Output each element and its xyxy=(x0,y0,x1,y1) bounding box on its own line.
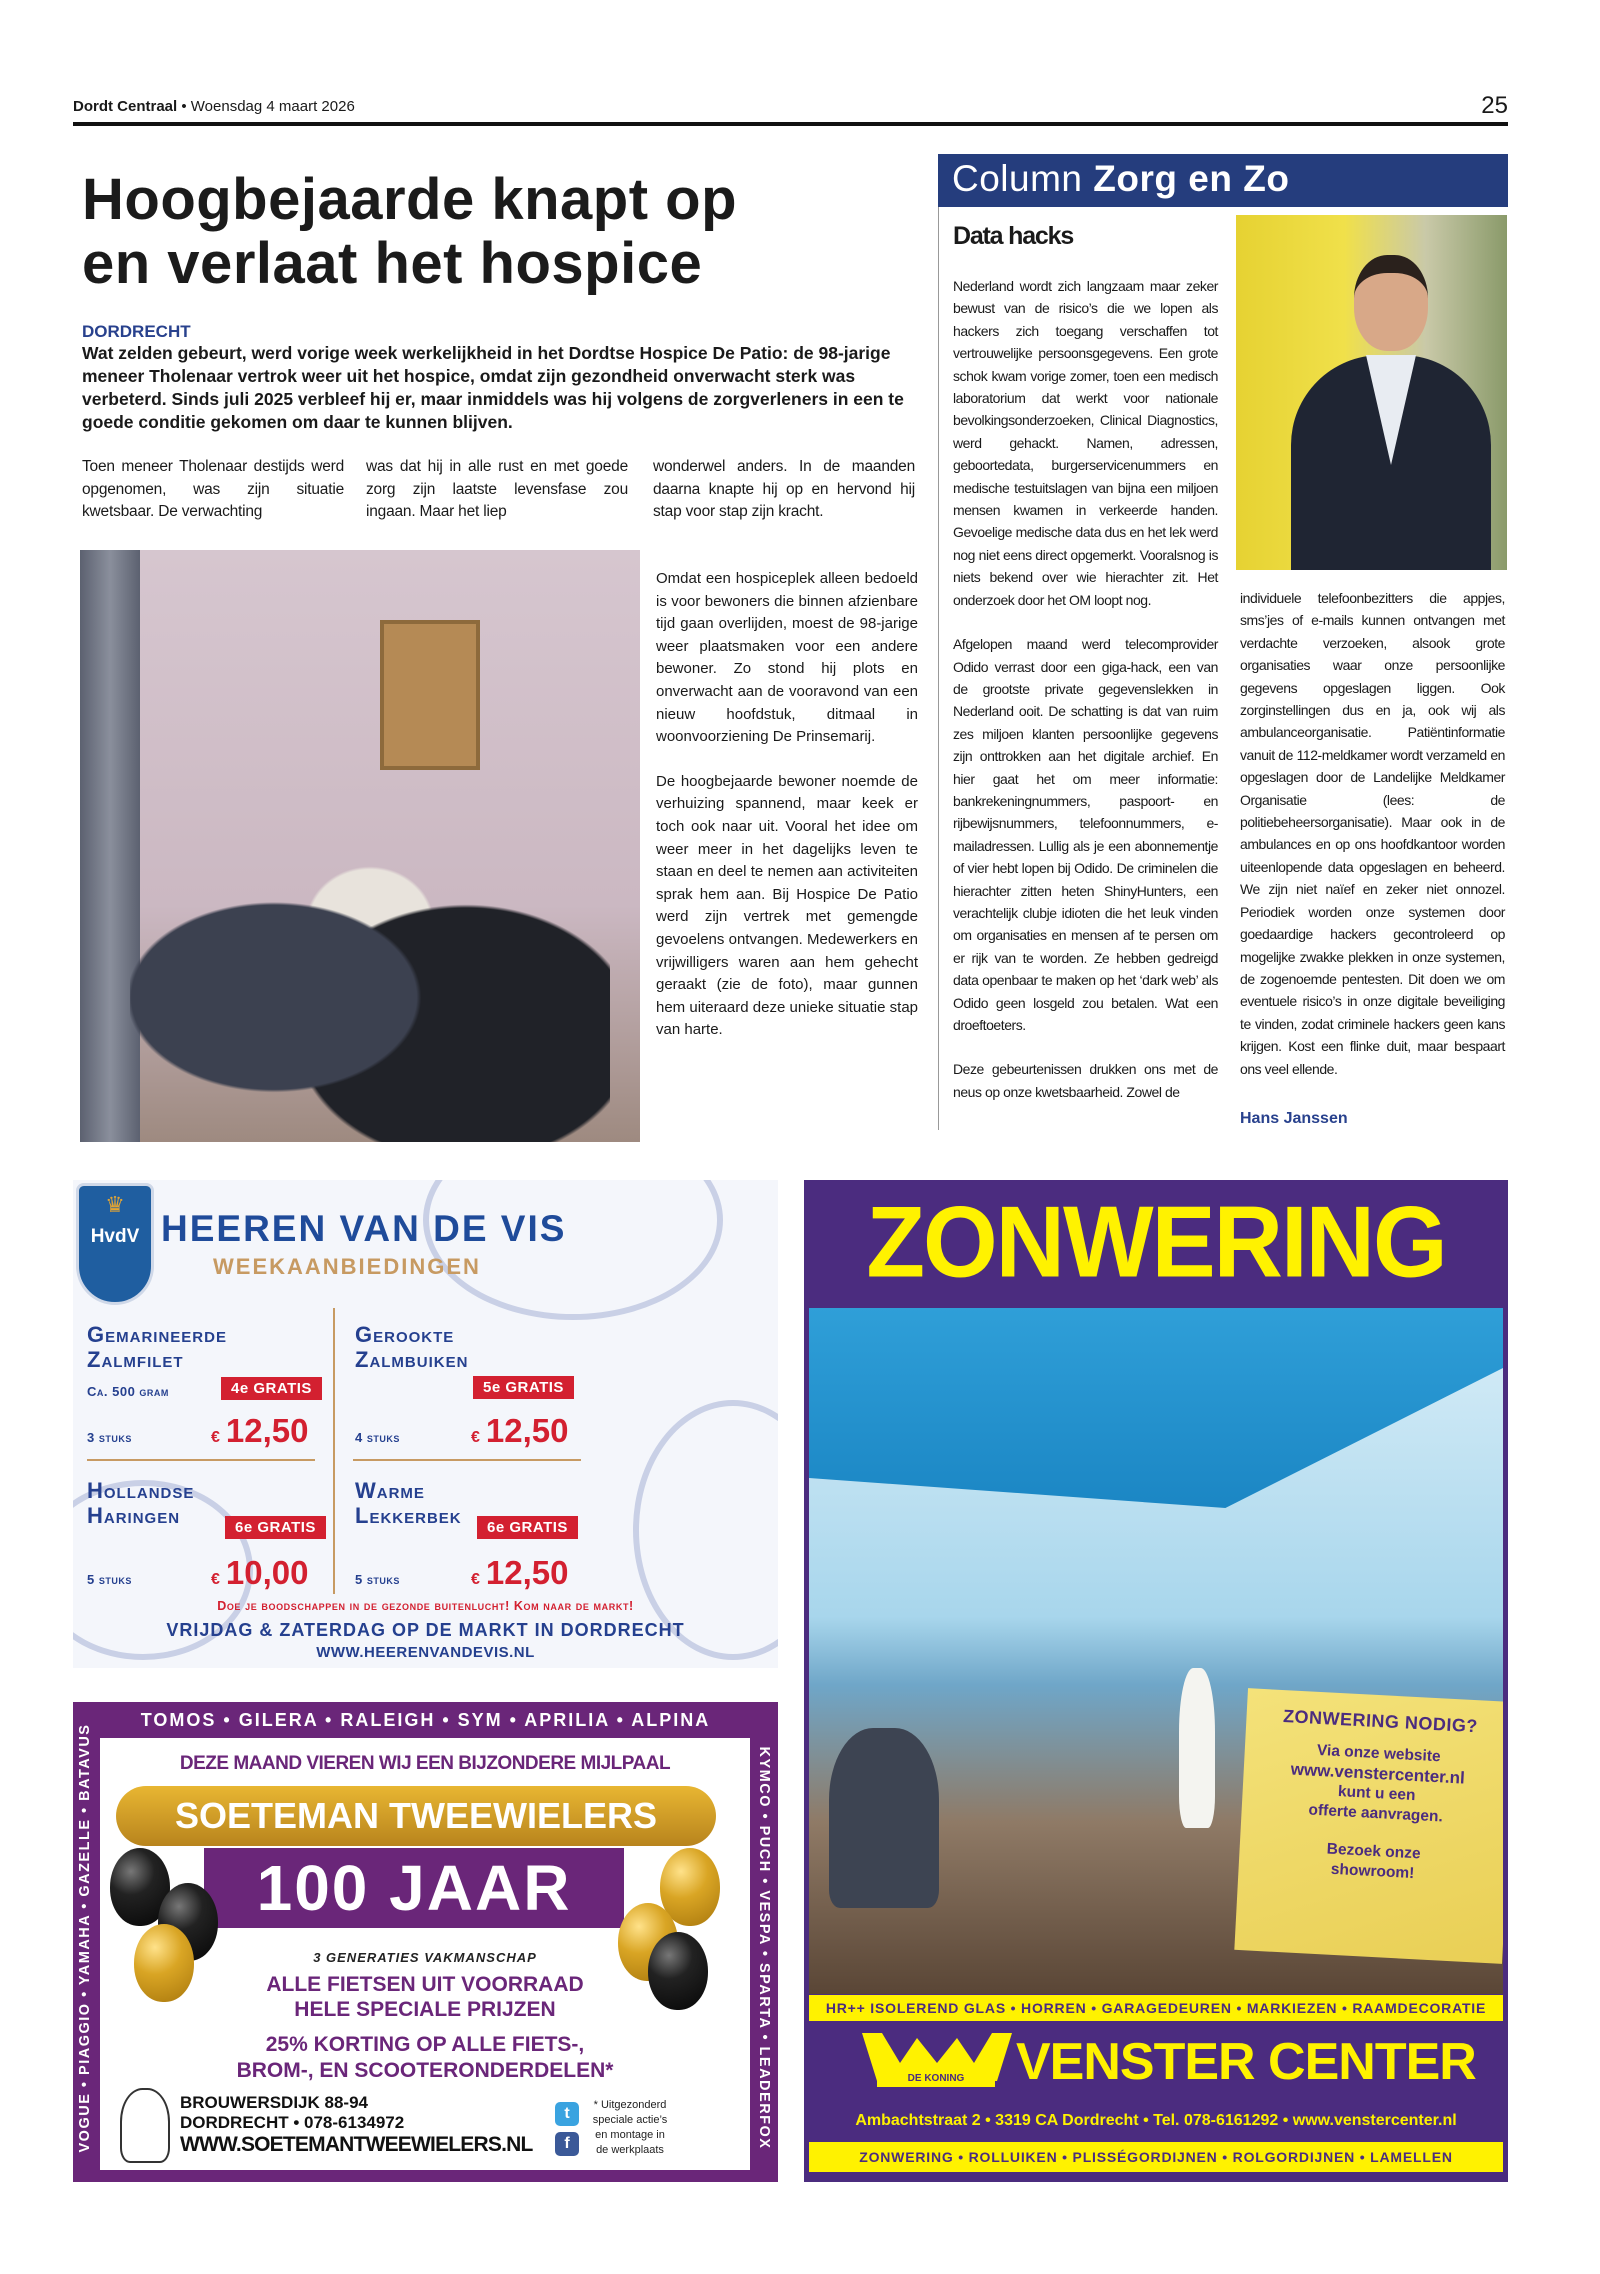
facebook-icon[interactable]: f xyxy=(555,2132,579,2156)
ad-heeren-van-de-vis[interactable] xyxy=(73,1180,778,1668)
offer-price: € 12,50 xyxy=(471,1554,569,1591)
offer-qty: 4 stuks xyxy=(355,1430,400,1445)
issue-date: Woensdag 4 maart 2026 xyxy=(190,98,355,115)
note-lines: Via onze website www.venstercenter.nl kunt u een offerte aanvragen. xyxy=(1290,1741,1466,1826)
logo-text: HvdV xyxy=(90,1226,140,1247)
offer-qty: 3 stuks xyxy=(87,1430,132,1445)
zonwering-headline: ZONWERING xyxy=(866,1186,1446,1299)
offer-name: Gemarineerde Zalmfilet xyxy=(87,1322,227,1372)
brands-top: TOMOS • GILERA • RALEIGH • SYM • APRILIA • ALPINA xyxy=(140,1710,711,1730)
offer-price: € 12,50 xyxy=(211,1412,309,1449)
headline-line: Hoogbejaarde knapt op xyxy=(82,167,738,232)
column-author: Hans Janssen xyxy=(1240,1110,1348,1127)
portrait-head xyxy=(1354,255,1428,351)
article-body-continued xyxy=(656,568,918,1064)
person-standing xyxy=(1179,1668,1215,1828)
article-body-col2: was dat hij in alle rust en met goede zorg zijn laatste levensfase zou ingaan. Maar het liep xyxy=(366,458,628,521)
offer-price: € 12,50 xyxy=(471,1412,569,1449)
contact xyxy=(180,2093,533,2157)
column-label: Column xyxy=(952,158,1083,199)
article-paragraph: De hoogbejaarde bewoner noemde de verhuizing spannend, maar keek er toch ook naar uit. Vooral het idee om weer meer in het dagelijks leven te staan en deel te nemen aan activiteiten sprak hem aan. Bij Hospice De Patio werd zijn vertrek met gemengde gevoelens ontvangen. Medewerkers en vrijwilligers waren aan hem gehecht geraakt (zie de foto), maar gunnen hem uiteraard deze unieke situatie stap van harte. xyxy=(656,772,918,1039)
generations: 3 GENERATIES VAKMANSCHAP xyxy=(313,1950,537,1965)
column-paragraph: Afgelopen maand werd telecomprovider Odido verrast door een giga-hack, een van de grootste private gegevenslekken in Nederland ooit. De schatting is dat van ruim zes miljoen klanten persoonlijke gegevens zijn onttrokken aan het digitale archief. En hier gaat het om meer informatie: bankrekeningnummers, paspoort- en rijbewijsnummers, telefoonnummers, e-mailadressen. Lullig als je een abonnementje of vier hebt lopen bij Odido. De criminelen die hierachter zitten heten ShinyHunters, een verachtelijk clubje idioten die het leuk vinden om organisaties en mensen af te persen om er rijk van te worden. Ze hebben gedreigd data openbaar te maken op het ‘dark web’ als Odido geen losgeld zou betalen. Wat een droeftoeters. xyxy=(953,636,1218,1033)
ad-inner-panel xyxy=(100,1738,750,2170)
offer-badge: 6e GRATIS xyxy=(225,1516,326,1539)
offer-name: Gerookte Zalmbuiken xyxy=(355,1322,469,1372)
column-header xyxy=(938,154,1508,207)
article-body-col1: Toen meneer Tholenaar destijds werd opgenomen, was zijn situatie kwetsbaar. De verwachting xyxy=(82,458,344,521)
terrace-awning-photo xyxy=(809,1308,1503,1994)
brands-left: VOGUE • PIAGGIO • YAMAHA • GAZELLE • BATAVUS xyxy=(77,1723,93,2153)
header-rule xyxy=(73,122,1508,126)
author-portrait xyxy=(1236,215,1507,570)
column-text-col2: individuele telefoonbezitters die appjes, sms’jes of e-mails kunnen ontvangen met verdachte verzoeken, alsook grote organisaties waar onze persoonlijke gegevens opgeslagen liggen. Ook zorginstellingen dus en ja, ook wij als ambulanceorganisatie. Patiëntinformatie vanuit de 112-meldkamer wordt verzameld en opgeslagen door de Landelijke Meldkamer Organisatie (lees: de politiebeheersorganisatie). Maar ook in de ambulances en op ons hoofdkantoor worden uiteenlopende data opgeslagen en beheerd. We zijn niet naïef en zeker niet onnozel. Periodiek worden onze systemen door goedaardige hackers gecontroleerd op mogelijke zwakke plekken in onze systemen, de zogenoemde pentesten. Dit doen we om eventuele risico’s in onze digitale beveiliging te vinden, zodat criminele hackers geen kans krijgen. Kost een flinke duit, maar bespaart ons veel ellende. xyxy=(1240,590,1505,1077)
column-divider xyxy=(938,154,939,1130)
city-phone: DORDRECHT • 078-6134972 xyxy=(180,2113,405,2132)
offer-name: Warme Lekkerbek xyxy=(355,1478,462,1528)
column-paragraph: Deze gebeurtenissen drukken ons met de neus op onze kwetsbaarheid. Zowel de xyxy=(953,1061,1218,1100)
offer-badge: 4e GRATIS xyxy=(221,1377,322,1400)
person-seated xyxy=(829,1728,939,1908)
offer-qty: 5 stuks xyxy=(87,1572,132,1587)
divider-horizontal xyxy=(353,1459,581,1461)
page-number: 25 xyxy=(1481,92,1508,119)
article-paragraph: Omdat een hospiceplek alleen bedoeld is voor bewoners die binnen afzienbare tijd gaan overlijden, moest de 98-jarige weer plaatsmaken voor een andere bewoner. Zo stond hij plots en onverwacht aan de vooravond van een nieuw hoofdstuk, ditmaal in woonvoorziening De Prinsemarij. xyxy=(656,570,918,746)
address: BROUWERSDIJK 88-94 xyxy=(180,2093,368,2112)
hvdv-url[interactable]: WWW.HEERENVANDEVIS.NL xyxy=(316,1644,535,1661)
ad-venster-center[interactable] xyxy=(804,1180,1508,2182)
divider-horizontal xyxy=(87,1459,315,1461)
offer-badge: 5e GRATIS xyxy=(473,1376,574,1399)
venster-address: Ambachtstraat 2 • 3319 CA Dordrecht • Tel. 078-6161292 • www.venstercenter.nl xyxy=(855,2112,1457,2129)
divider-vertical xyxy=(333,1308,335,1594)
dateline: DORDRECHT xyxy=(82,322,191,341)
running-header xyxy=(73,98,355,115)
hvdv-logo xyxy=(76,1183,154,1305)
article-headline xyxy=(82,168,737,296)
offer-price: € 10,00 xyxy=(211,1554,309,1591)
note-cta: Bezoek onze showroom! xyxy=(1326,1840,1421,1883)
column-title: Data hacks xyxy=(953,222,1074,250)
twitter-icon[interactable]: t xyxy=(555,2102,579,2126)
intro: DEZE MAAND VIEREN WIJ EEN BIJZONDERE MIJLPAAL xyxy=(179,1753,671,1774)
brands-right: KYMCO • PUCH • VESPA • SPARTA • LEADERFOX xyxy=(756,1746,772,2150)
offer-bikes: ALLE FIETSEN UIT VOORRAAD HELE SPECIALE PRIJZEN xyxy=(266,1973,584,2021)
crown-icon: ♛ xyxy=(105,1192,125,1217)
sticky-note xyxy=(1234,1688,1503,1964)
column-paragraph: Nederland wordt zich langzaam maar zeker bewust van de risico’s die we lopen als hackers zich toegang verschaffen tot vertrouwelijke persoonsgegevens. Een grote schok kwam vorige zomer, toen een medisch laboratorium dat werkt voor nationale bevolkingsonderzoeken, Clinical Diagnostics, werd gehackt. Namen, adressen, geboortedata, burgerservicenummers en medische testuitslagen van bijna een miljoen mensen kwamen in verkeerde handen. Gevoelige medische data dus en het lek werd nog niet eens direct opgemerkt. Vooralsnog is niets bekend over wie hierachter zit. Het onderzoek door het OM loopt nog. xyxy=(953,278,1218,608)
headline-line: en verlaat het hospice xyxy=(82,231,703,296)
crown-label: DE KONING xyxy=(877,2073,995,2087)
offer-name: Hollandse Haringen xyxy=(87,1478,195,1528)
article-body-col3: wonderwel anders. In de maanden daarna knapte hij op en hervond hij stap voor stap zijn kracht. xyxy=(653,458,915,521)
hvdv-slogan: Doe je boodschappen in de gezonde buitenlucht! Kom naar de markt! xyxy=(217,1599,634,1613)
awning xyxy=(809,1308,1503,1508)
offer-note: Ca. 500 gram xyxy=(87,1384,169,1399)
crown-logo xyxy=(862,2033,1012,2095)
article-lead: Wat zelden gebeurt, werd vorige week werkelijkheid in het Dordtse Hospice De Patio: de 98-jarige meneer Tholenaar vertrok weer uit het hospice, omdat zijn gezondheid onverwacht sterk was verbeterd. Sinds juli 2025 verbleef hij er, maar inmiddels was hij volgens de zorgverleners in een te goede conditie gekomen om daar te kunnen blijven. xyxy=(82,343,904,432)
offer-qty: 5 stuks xyxy=(355,1572,400,1587)
ad-soeteman-tweewielers[interactable] xyxy=(73,1702,778,2182)
corkboard xyxy=(380,620,480,770)
offer-badge: 6e GRATIS xyxy=(477,1516,578,1539)
note-title: ZONWERING NODIG? xyxy=(1282,1706,1479,1737)
paper-name: Dordt Centraal xyxy=(73,98,178,115)
column-name: Zorg en Zo xyxy=(1093,158,1290,199)
services-strip-bottom: ZONWERING • ROLLUIKEN • PLISSÉGORDIJNEN • ROLGORDIJNEN • LAMELLEN xyxy=(809,2142,1503,2172)
hospice-group-photo xyxy=(80,550,640,1142)
hvdv-brand: HEEREN VAN DE VIS xyxy=(161,1208,567,1249)
offer-parts: 25% KORTING OP ALLE FIETS-, BROM-, EN SCOOTERONDERDELEN* xyxy=(236,2033,614,2082)
people xyxy=(130,780,610,1142)
services-strip-top: HR++ ISOLEREND GLAS • HORREN • GARAGEDEUREN • MARKIEZEN • RAAMDECORATIE xyxy=(809,1995,1503,2021)
hvdv-subtitle: WEEKAANBIEDINGEN xyxy=(213,1254,481,1279)
anniversary-box: 100 JAAR xyxy=(204,1848,624,1928)
venster-brand: VENSTER CENTER xyxy=(1016,2033,1476,2091)
hvdv-market: VRIJDAG & ZATERDAG OP DE MARKT IN DORDRECHT xyxy=(166,1620,685,1640)
separator: • xyxy=(181,98,187,115)
column-text-col1 xyxy=(953,275,1218,1125)
footnote: * Uitgezonderd speciale actie’s en montage in de werkplaats xyxy=(592,2099,668,2156)
mascot-icon xyxy=(120,2088,170,2163)
website[interactable]: WWW.SOETEMANTWEEWIELERS.NL xyxy=(180,2133,533,2156)
fish-pattern xyxy=(423,1180,723,1320)
brand-pill: SOETEMAN TWEEWIELERS xyxy=(116,1786,716,1846)
